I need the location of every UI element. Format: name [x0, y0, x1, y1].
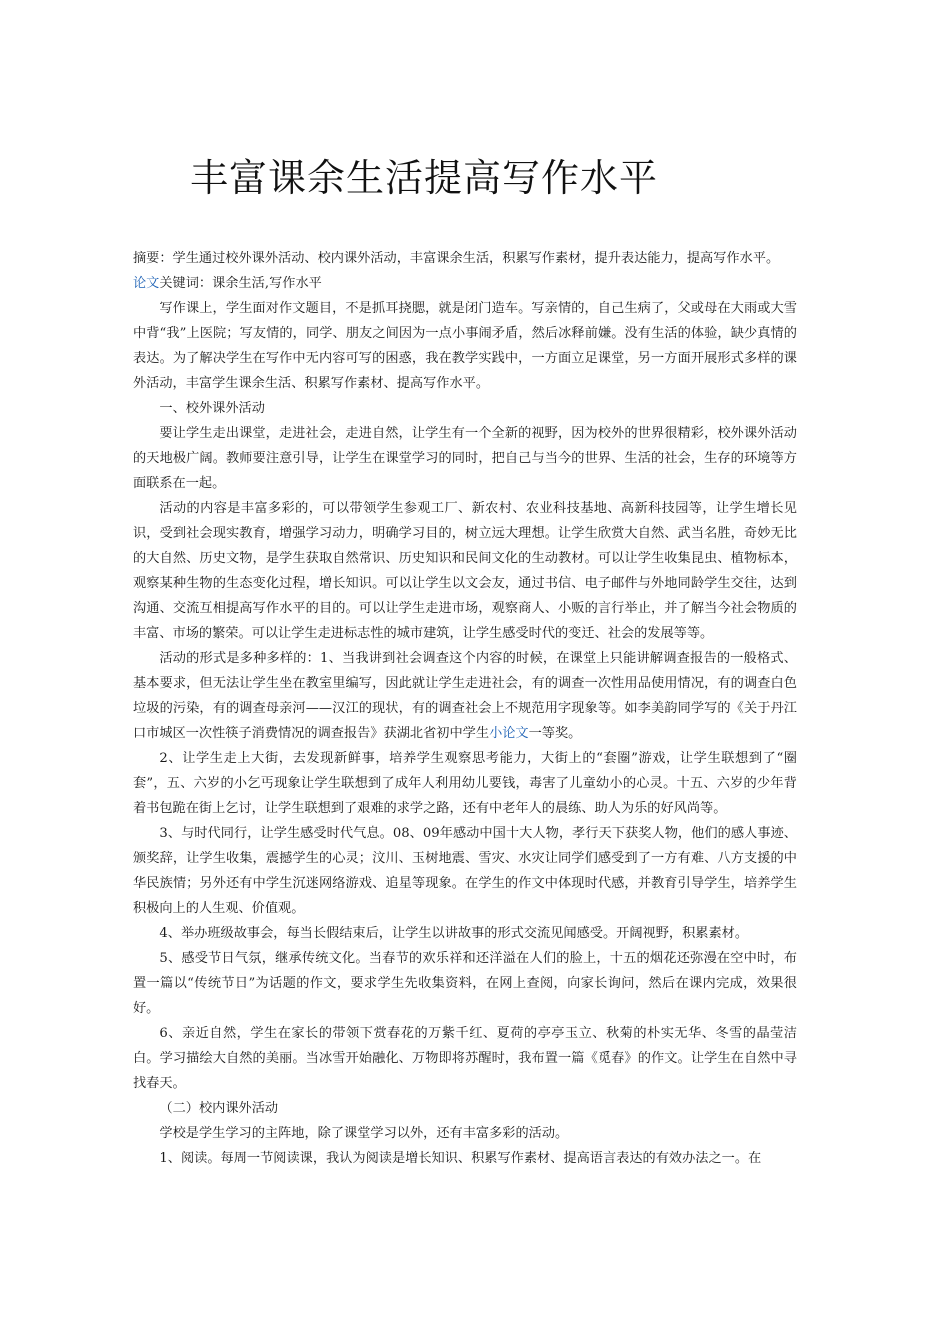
body-paragraph: 5、感受节日气氛，继承传统文化。当春节的欢乐祥和还洋溢在人们的脸上，十五的烟花还弥漫在空中时，布置一篇以“传统节日”为话题的作文，要求学生先收集资料，在网上查阅，向家长询问，然后在课内完成，效果很好。: [133, 951, 797, 1016]
section-heading: 一、校外课外活动: [159, 401, 265, 416]
body-paragraph: 写作课上，学生面对作文题目，不是抓耳挠腮，就是闭门造车。写亲情的，自己生病了，父或母在大雨或大雪中背“我”上医院；写友情的，同学、朋友之间因为一点小事闹矛盾，然后冰释前嫌。没有生活的体验，缺少真情的表达。为了解决学生在写作中无内容可写的困惑，我在教学实践中，一方面立足课堂，另一方面开展形式多样的课外活动，丰富学生课余生活、积累写作素材、提高写作水平。: [133, 301, 797, 391]
body-paragraph: 活动的内容是丰富多彩的，可以带领学生参观工厂、新农村、农业科技基地、高新科技园等，让学生增长见识，受到社会现实教育，增强学习动力，明确学习目的，树立远大理想。让学生欣赏大自然、武当名胜，奇妙无比的大自然、历史文物，是学生获取自然常识、历史知识和民间文化的生动教材。可以让学生收集昆虫、植物标本，观察某种生物的生态变化过程，增长知识。可以让学生以文会友，通过书信、电子邮件与外地同龄学生交往，达到沟通、交流互相提高写作水平的目的。可以让学生走进市场，观察商人、小贩的言行举止，并了解当今社会物质的丰富、市场的繁荣。可以让学生走进标志性的城市建筑，让学生感受时代的变迁、社会的发展等等。: [133, 501, 797, 641]
keywords-line: [133, 271, 797, 296]
document-title: 丰富课余生活提高写作水平: [190, 156, 659, 200]
small-thesis-link[interactable]: 小论文: [489, 726, 529, 741]
body-paragraph: 1、阅读。每周一节阅读课，我认为阅读是增长知识、积累写作素材、提高语言表达的有效办法之一。在: [159, 1151, 762, 1166]
body-paragraph: 要让学生走出课堂，走进社会，走进自然，让学生有一个全新的视野，因为校外的世界很精彩，校外课外活动的天地极广阔。教师要注意引导，让学生在课堂学习的同时，把自己与当今的世界、生活的社会，生存的环境等方面联系在一起。: [133, 426, 797, 491]
body-paragraph: 6、亲近自然，学生在家长的带领下赏春花的万紫千红、夏荷的亭亭玉立、秋菊的朴实无华、冬雪的晶莹洁白。学习描绘大自然的美丽。当冰雪开始融化、万物即将苏醒时，我布置一篇《觅春》的作文。让学生在自然中寻找春天。: [133, 1026, 797, 1091]
body-paragraph: 3、与时代同行，让学生感受时代气息。08、09年感动中国十大人物，孝行天下获奖人物，他们的感人事迹、颁奖辞，让学生收集，震撼学生的心灵；汶川、玉树地震、雪灾、水灾让同学们感受到了一方有难、八方支援的中华民族情；另外还有中学生沉迷网络游戏、追星等现象。在学生的作文中体现时代感，并教育引导学生，培养学生积极向上的人生观、价值观。: [133, 826, 797, 916]
thesis-link[interactable]: 论文: [133, 276, 160, 291]
section-heading: （二）校内课外活动: [159, 1101, 279, 1116]
body-paragraph: 2、让学生走上大街，去发现新鲜事，培养学生观察思考能力，大街上的“套圈”游戏，让学生联想到了“圈套”，五、六岁的小乞丐现象让学生联想到了成年人利用幼儿要钱，毒害了儿童幼小的心灵。十五、六岁的少年背着书包跪在街上乞讨，让学生联想到了艰难的求学之路，还有中老年人的晨练、助人为乐的好风尚等。: [133, 751, 797, 816]
document-body: [133, 246, 797, 1171]
body-paragraph: 4、举办班级故事会，每当长假结束后，让学生以讲故事的形式交流见闻感受。开阔视野，积累素材。: [159, 926, 749, 941]
body-paragraph: 学校是学生学习的主阵地，除了课堂学习以外，还有丰富多彩的活动。: [159, 1126, 569, 1141]
abstract-paragraph: 摘要：学生通过校外课外活动、校内课外活动，丰富课余生活，积累写作素材，提升表达能力，提高写作水平。: [133, 251, 780, 266]
keywords-text: 关键词：课余生活,写作水平: [159, 276, 322, 291]
body-paragraph: [133, 646, 797, 746]
paragraph-text: 一等奖。: [528, 726, 582, 741]
paragraph-text: 活动的形式是多种多样的：1、当我讲到社会调查这个内容的时候，在课堂上只能讲解调查报告的一般格式、基本要求，但无法让学生坐在教室里编写，因此就让学生走进社会，有的调查一次性用品使用情况，有的调查白色垃圾的污染，有的调查母亲河——汉江的现状，有的调查社会上不规范用字现象等。如李美韵同学写的《关于丹江口市城区一次性筷子消费情况的调查报告》获湖北省初中学生: [133, 651, 797, 741]
